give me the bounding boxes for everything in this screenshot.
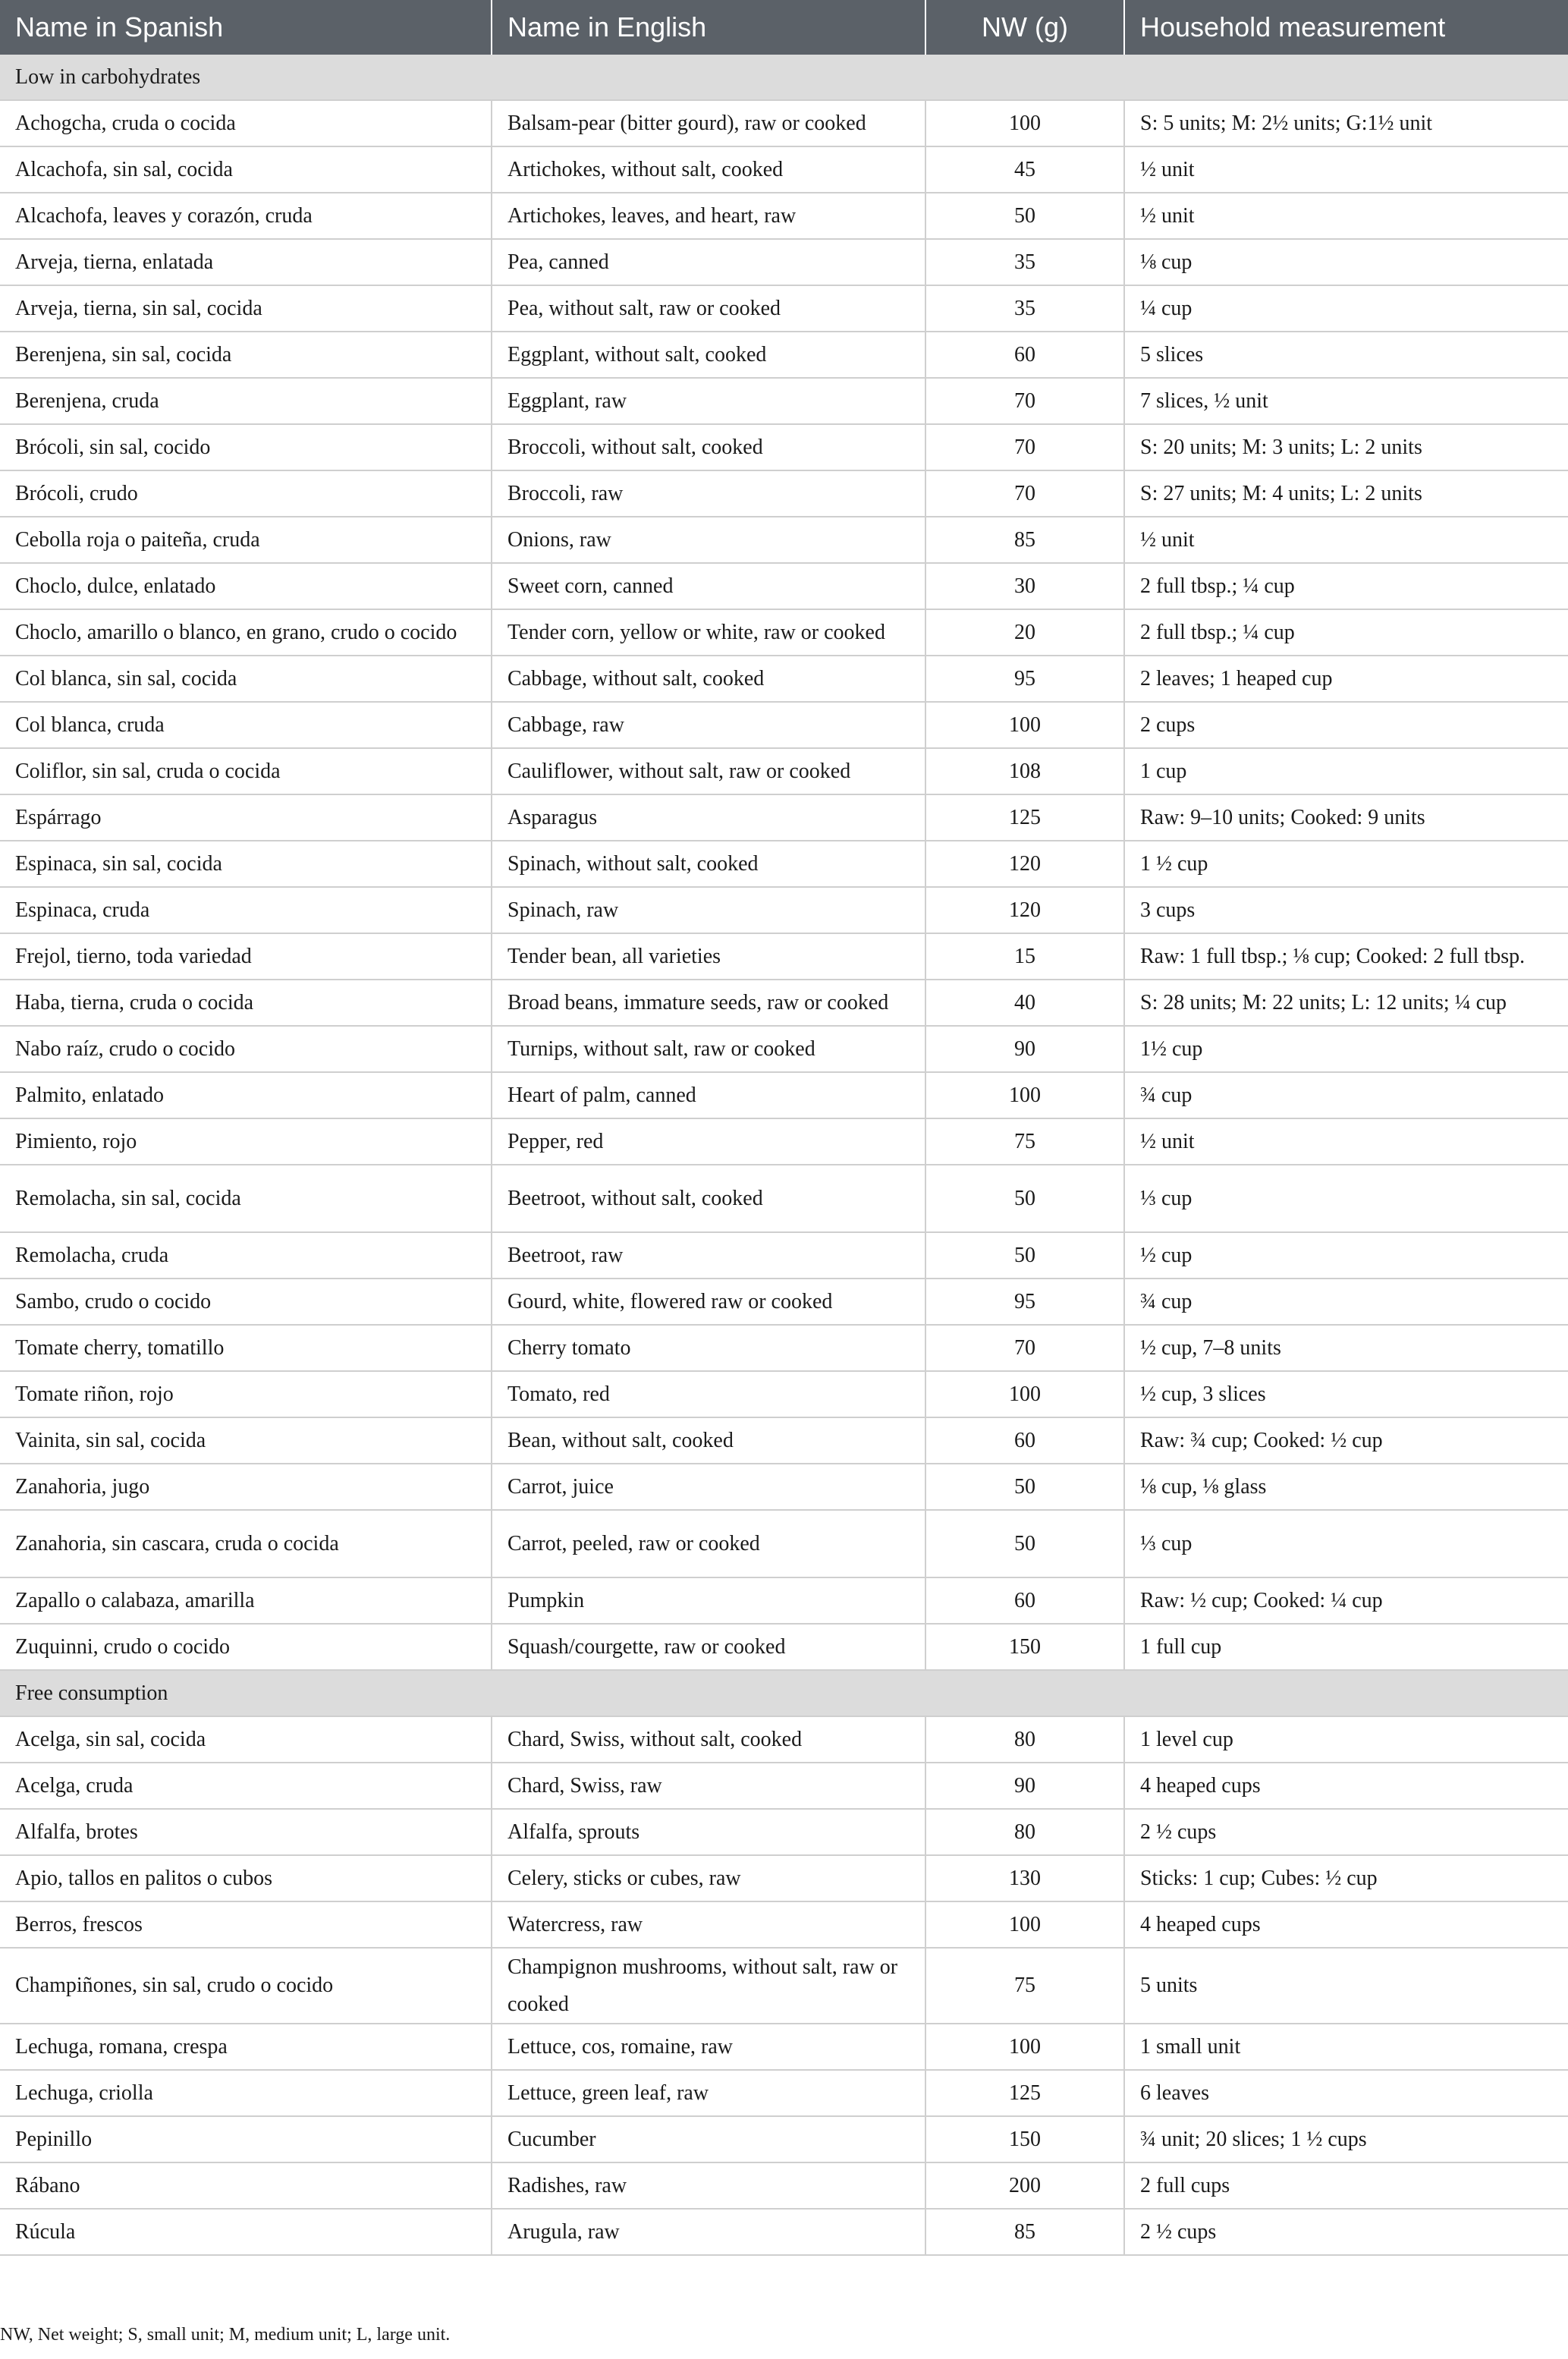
cell-net-weight: 100 [925,100,1124,146]
table-row [0,1624,1568,1670]
table-row [0,424,1568,470]
cell-spanish-name: Champiñones, sin sal, crudo o cocido [0,1948,492,2024]
table-row [0,1118,1568,1165]
cell-spanish-name: Brócoli, crudo [0,470,492,517]
table-row [0,193,1568,239]
cell-net-weight: 95 [925,656,1124,702]
table-row [0,609,1568,656]
cell-english-name: Artichokes, leaves, and heart, raw [492,193,925,239]
cell-net-weight: 70 [925,470,1124,517]
cell-english-name: Broccoli, without salt, cooked [492,424,925,470]
cell-english-name: Radishes, raw [492,2162,925,2209]
cell-spanish-name: Col blanca, cruda [0,702,492,748]
cell-net-weight: 60 [925,332,1124,378]
cell-spanish-name: Zapallo o calabaza, amarilla [0,1577,492,1624]
cell-english-name: Tender corn, yellow or white, raw or cooked [492,609,925,656]
cell-household-measurement: 2 full cups [1124,2162,1568,2209]
cell-net-weight: 85 [925,517,1124,563]
cell-household-measurement: 2 full tbsp.; ¼ cup [1124,609,1568,656]
cell-english-name: Pea, canned [492,239,925,285]
table-row [0,1763,1568,1809]
table-row [0,1901,1568,1948]
cell-spanish-name: Palmito, enlatado [0,1072,492,1118]
cell-household-measurement: 2 ½ cups [1124,1809,1568,1855]
cell-household-measurement: S: 5 units; M: 2½ units; G:1½ unit [1124,100,1568,146]
cell-english-name: Cabbage, without salt, cooked [492,656,925,702]
header-row [0,0,1568,55]
cell-net-weight: 40 [925,980,1124,1026]
cell-english-name: Turnips, without salt, raw or cooked [492,1026,925,1072]
cell-spanish-name: Tomate riñon, rojo [0,1371,492,1417]
cell-net-weight: 120 [925,887,1124,933]
cell-net-weight: 80 [925,1716,1124,1763]
cell-english-name: Artichokes, without salt, cooked [492,146,925,193]
cell-english-name: Chard, Swiss, without salt, cooked [492,1716,925,1763]
cell-net-weight: 125 [925,2070,1124,2116]
cell-spanish-name: Achogcha, cruda o cocida [0,100,492,146]
cell-net-weight: 35 [925,285,1124,332]
cell-english-name: Gourd, white, flowered raw or cooked [492,1279,925,1325]
cell-english-name: Celery, sticks or cubes, raw [492,1855,925,1901]
cell-spanish-name: Lechuga, romana, crespa [0,2024,492,2070]
table-row [0,1577,1568,1624]
cell-net-weight: 70 [925,424,1124,470]
cell-english-name: Chard, Swiss, raw [492,1763,925,1809]
table-row [0,1232,1568,1279]
cell-household-measurement: 1 cup [1124,748,1568,794]
cell-english-name: Asparagus [492,794,925,841]
cell-spanish-name: Vainita, sin sal, cocida [0,1417,492,1464]
table-row [0,2116,1568,2162]
cell-net-weight: 45 [925,146,1124,193]
cell-english-name: Pumpkin [492,1577,925,1624]
cell-spanish-name: Lechuga, criolla [0,2070,492,2116]
cell-net-weight: 200 [925,2162,1124,2209]
table-row [0,1371,1568,1417]
cell-spanish-name: Pepinillo [0,2116,492,2162]
cell-household-measurement: ⅛ cup, ⅛ glass [1124,1464,1568,1510]
table-row [0,794,1568,841]
cell-household-measurement: ½ unit [1124,1118,1568,1165]
cell-net-weight: 50 [925,1165,1124,1232]
table-row [0,1948,1568,2024]
table-row [0,2162,1568,2209]
cell-spanish-name: Berenjena, sin sal, cocida [0,332,492,378]
cell-household-measurement: S: 20 units; M: 3 units; L: 2 units [1124,424,1568,470]
cell-household-measurement: 2 full tbsp.; ¼ cup [1124,563,1568,609]
cell-spanish-name: Remolacha, cruda [0,1232,492,1279]
table-row [0,378,1568,424]
cell-english-name: Squash/courgette, raw or cooked [492,1624,925,1670]
cell-net-weight: 120 [925,841,1124,887]
cell-english-name: Spinach, raw [492,887,925,933]
header-household: Household measurement [1124,0,1568,55]
cell-net-weight: 150 [925,1624,1124,1670]
cell-household-measurement: ½ unit [1124,146,1568,193]
cell-net-weight: 90 [925,1026,1124,1072]
cell-english-name: Beetroot, raw [492,1232,925,1279]
cell-net-weight: 70 [925,1325,1124,1371]
cell-spanish-name: Cebolla roja o paiteña, cruda [0,517,492,563]
cell-household-measurement: 2 ½ cups [1124,2209,1568,2255]
table-row [0,1026,1568,1072]
cell-spanish-name: Rúcula [0,2209,492,2255]
cell-net-weight: 75 [925,1948,1124,2024]
table-row [0,887,1568,933]
cell-net-weight: 50 [925,1510,1124,1577]
header-nw: NW (g) [925,0,1124,55]
table-row [0,100,1568,146]
cell-household-measurement: ¾ unit; 20 slices; 1 ½ cups [1124,2116,1568,2162]
cell-spanish-name: Brócoli, sin sal, cocido [0,424,492,470]
cell-household-measurement: S: 27 units; M: 4 units; L: 2 units [1124,470,1568,517]
cell-household-measurement: 4 heaped cups [1124,1901,1568,1948]
cell-english-name: Broad beans, immature seeds, raw or cooked [492,980,925,1026]
cell-net-weight: 70 [925,378,1124,424]
cell-net-weight: 50 [925,193,1124,239]
header-spanish: Name in Spanish [0,0,492,55]
cell-english-name: Broccoli, raw [492,470,925,517]
cell-english-name: Lettuce, green leaf, raw [492,2070,925,2116]
table-row [0,1165,1568,1232]
cell-english-name: Alfalfa, sprouts [492,1809,925,1855]
cell-spanish-name: Rábano [0,2162,492,2209]
cell-spanish-name: Col blanca, sin sal, cocida [0,656,492,702]
cell-english-name: Carrot, juice [492,1464,925,1510]
table-row [0,517,1568,563]
cell-spanish-name: Alcachofa, sin sal, cocida [0,146,492,193]
table-row [0,2024,1568,2070]
cell-english-name: Watercress, raw [492,1901,925,1948]
cell-spanish-name: Espinaca, sin sal, cocida [0,841,492,887]
cell-spanish-name: Espárrago [0,794,492,841]
table-row [0,1855,1568,1901]
cell-household-measurement: Raw: ½ cup; Cooked: ¼ cup [1124,1577,1568,1624]
cell-spanish-name: Arveja, tierna, enlatada [0,239,492,285]
cell-household-measurement: ½ cup, 3 slices [1124,1371,1568,1417]
cell-household-measurement: S: 28 units; M: 22 units; L: 12 units; ¼ cup [1124,980,1568,1026]
cell-household-measurement: ½ cup [1124,1232,1568,1279]
cell-household-measurement: ¾ cup [1124,1279,1568,1325]
cell-spanish-name: Pimiento, rojo [0,1118,492,1165]
cell-net-weight: 150 [925,2116,1124,2162]
cell-spanish-name: Zuquinni, crudo o cocido [0,1624,492,1670]
cell-english-name: Pepper, red [492,1118,925,1165]
table-body [0,55,1568,2255]
cell-household-measurement: Raw: 1 full tbsp.; ⅛ cup; Cooked: 2 full tbsp. [1124,933,1568,980]
cell-net-weight: 95 [925,1279,1124,1325]
cell-spanish-name: Arveja, tierna, sin sal, cocida [0,285,492,332]
cell-spanish-name: Sambo, crudo o cocido [0,1279,492,1325]
cell-net-weight: 60 [925,1417,1124,1464]
cell-english-name: Beetroot, without salt, cooked [492,1165,925,1232]
cell-english-name: Cauliflower, without salt, raw or cooked [492,748,925,794]
cell-spanish-name: Acelga, cruda [0,1763,492,1809]
cell-net-weight: 30 [925,563,1124,609]
table-row [0,2070,1568,2116]
cell-spanish-name: Tomate cherry, tomatillo [0,1325,492,1371]
cell-net-weight: 85 [925,2209,1124,2255]
cell-english-name: Tomato, red [492,1371,925,1417]
cell-net-weight: 60 [925,1577,1124,1624]
cell-net-weight: 108 [925,748,1124,794]
cell-net-weight: 100 [925,1072,1124,1118]
cell-spanish-name: Alcachofa, leaves y corazón, cruda [0,193,492,239]
section-row [0,55,1568,100]
cell-english-name: Cucumber [492,2116,925,2162]
cell-household-measurement: Raw: ¾ cup; Cooked: ½ cup [1124,1417,1568,1464]
table-row [0,146,1568,193]
cell-household-measurement: 5 slices [1124,332,1568,378]
cell-spanish-name: Frejol, tierno, toda variedad [0,933,492,980]
cell-household-measurement: 1 small unit [1124,2024,1568,2070]
cell-net-weight: 90 [925,1763,1124,1809]
cell-net-weight: 20 [925,609,1124,656]
table-row [0,1464,1568,1510]
cell-household-measurement: ¼ cup [1124,285,1568,332]
cell-household-measurement: 2 cups [1124,702,1568,748]
cell-household-measurement: 5 units [1124,1948,1568,2024]
cell-english-name: Cherry tomato [492,1325,925,1371]
cell-spanish-name: Acelga, sin sal, cocida [0,1716,492,1763]
cell-spanish-name: Zanahoria, sin cascara, cruda o cocida [0,1510,492,1577]
cell-household-measurement: 1½ cup [1124,1026,1568,1072]
cell-spanish-name: Zanahoria, jugo [0,1464,492,1510]
cell-spanish-name: Apio, tallos en palitos o cubos [0,1855,492,1901]
table-row [0,702,1568,748]
cell-english-name: Eggplant, without salt, cooked [492,332,925,378]
table-row [0,1279,1568,1325]
section-title: Low in carbohydrates [0,55,1568,100]
table-row [0,239,1568,285]
cell-net-weight: 100 [925,1901,1124,1948]
table-row [0,563,1568,609]
cell-net-weight: 50 [925,1464,1124,1510]
cell-net-weight: 50 [925,1232,1124,1279]
section-title: Free consumption [0,1670,1568,1716]
cell-spanish-name: Haba, tierna, cruda o cocida [0,980,492,1026]
cell-household-measurement: ½ unit [1124,193,1568,239]
cell-household-measurement: ⅓ cup [1124,1165,1568,1232]
table-row [0,656,1568,702]
section-row [0,1670,1568,1716]
table-row [0,332,1568,378]
cell-net-weight: 100 [925,2024,1124,2070]
cell-net-weight: 15 [925,933,1124,980]
cell-household-measurement: 1 ½ cup [1124,841,1568,887]
table-row [0,1510,1568,1577]
cell-household-measurement: Raw: 9–10 units; Cooked: 9 units [1124,794,1568,841]
cell-household-measurement: 4 heaped cups [1124,1763,1568,1809]
table-row [0,2209,1568,2255]
cell-english-name: Onions, raw [492,517,925,563]
cell-english-name: Bean, without salt, cooked [492,1417,925,1464]
cell-household-measurement: 2 leaves; 1 heaped cup [1124,656,1568,702]
table-row [0,1809,1568,1855]
table-row [0,470,1568,517]
table-row [0,285,1568,332]
cell-net-weight: 100 [925,1371,1124,1417]
cell-household-measurement: ½ unit [1124,517,1568,563]
cell-household-measurement: 1 level cup [1124,1716,1568,1763]
cell-spanish-name: Choclo, amarillo o blanco, en grano, crudo o cocido [0,609,492,656]
cell-english-name: Spinach, without salt, cooked [492,841,925,887]
cell-net-weight: 80 [925,1809,1124,1855]
cell-spanish-name: Nabo raíz, crudo o cocido [0,1026,492,1072]
header-english: Name in English [492,0,925,55]
cell-english-name: Heart of palm, canned [492,1072,925,1118]
cell-net-weight: 75 [925,1118,1124,1165]
cell-english-name: Cabbage, raw [492,702,925,748]
cell-spanish-name: Berenjena, cruda [0,378,492,424]
table-row [0,748,1568,794]
table-row [0,980,1568,1026]
cell-english-name: Sweet corn, canned [492,563,925,609]
cell-english-name: Balsam-pear (bitter gourd), raw or cooked [492,100,925,146]
table-row [0,1417,1568,1464]
cell-household-measurement: 1 full cup [1124,1624,1568,1670]
cell-english-name: Eggplant, raw [492,378,925,424]
cell-net-weight: 100 [925,702,1124,748]
cell-spanish-name: Berros, frescos [0,1901,492,1948]
cell-spanish-name: Alfalfa, brotes [0,1809,492,1855]
cell-household-measurement: 3 cups [1124,887,1568,933]
cell-net-weight: 125 [925,794,1124,841]
cell-spanish-name: Remolacha, sin sal, cocida [0,1165,492,1232]
table-row [0,1716,1568,1763]
cell-household-measurement: 6 leaves [1124,2070,1568,2116]
cell-english-name: Champignon mushrooms, without salt, raw or cooked [492,1948,925,2024]
table-row [0,1325,1568,1371]
table-row [0,1072,1568,1118]
cell-household-measurement: ⅛ cup [1124,239,1568,285]
cell-net-weight: 35 [925,239,1124,285]
cell-english-name: Arugula, raw [492,2209,925,2255]
cell-spanish-name: Choclo, dulce, enlatado [0,563,492,609]
cell-spanish-name: Espinaca, cruda [0,887,492,933]
cell-english-name: Lettuce, cos, romaine, raw [492,2024,925,2070]
table-row [0,841,1568,887]
cell-english-name: Tender bean, all varieties [492,933,925,980]
cell-household-measurement: Sticks: 1 cup; Cubes: ½ cup [1124,1855,1568,1901]
cell-spanish-name: Coliflor, sin sal, cruda o cocida [0,748,492,794]
cell-household-measurement: 7 slices, ½ unit [1124,378,1568,424]
cell-english-name: Carrot, peeled, raw or cooked [492,1510,925,1577]
table-footnote: NW, Net weight; S, small unit; M, medium unit; L, large unit. [0,2325,451,2345]
cell-household-measurement: ¾ cup [1124,1072,1568,1118]
table-row [0,933,1568,980]
cell-household-measurement: ½ cup, 7–8 units [1124,1325,1568,1371]
cell-english-name: Pea, without salt, raw or cooked [492,285,925,332]
cell-net-weight: 130 [925,1855,1124,1901]
cell-household-measurement: ⅓ cup [1124,1510,1568,1577]
